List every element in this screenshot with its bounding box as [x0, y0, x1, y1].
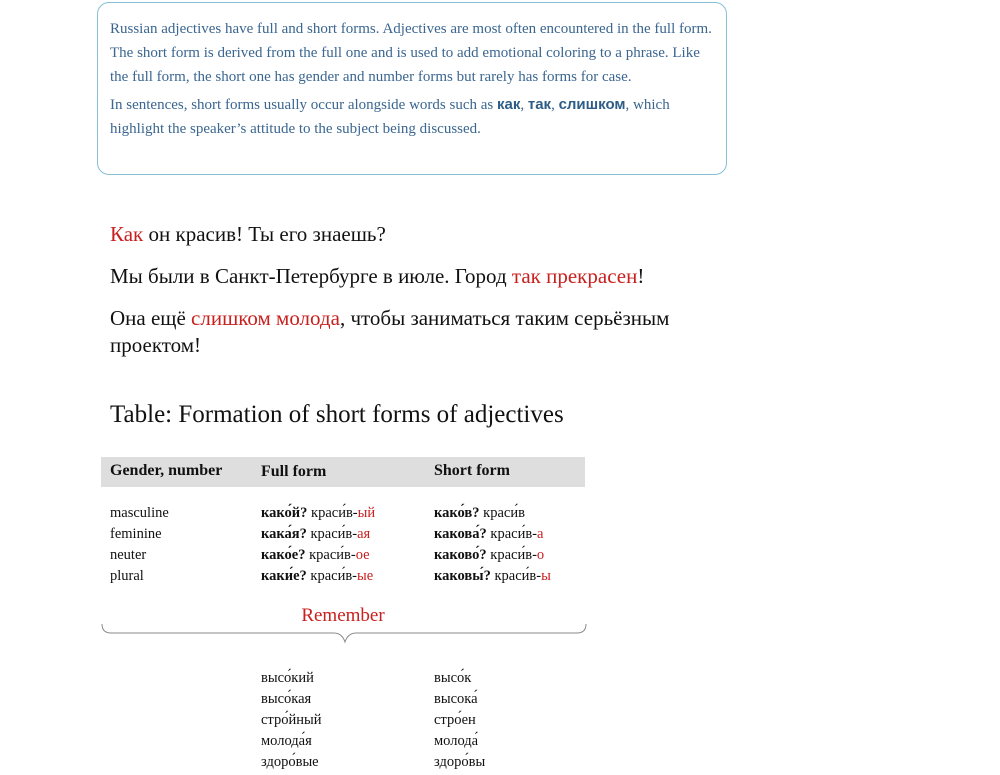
- cell-short-form: [434, 503, 525, 524]
- cell-full-form: [261, 566, 373, 587]
- example-sentence-3: [110, 305, 730, 359]
- cell-full-form: [261, 524, 370, 545]
- cell-gender: feminine: [110, 526, 162, 542]
- bold-text: каки́е?: [261, 568, 307, 584]
- table-title: Table: Formation of short forms of adjectives: [110, 401, 564, 428]
- text-segment: краси́в-: [486, 526, 538, 542]
- highlighted-text: так прекрасен: [511, 264, 638, 288]
- header-gender-number: Gender, number: [110, 462, 223, 479]
- keyword-separator: ,: [551, 97, 559, 113]
- header-short-form: Short form: [434, 462, 510, 479]
- remember-full-form: высо́кая: [261, 691, 312, 707]
- bold-text: кака́я?: [261, 526, 307, 542]
- example-sentence-2: [110, 263, 730, 290]
- keyword-tak: так: [527, 96, 552, 113]
- text-segment: Она ещё: [110, 306, 192, 330]
- highlighted-text: слишком молода: [191, 306, 340, 330]
- table-header: [101, 457, 585, 487]
- intro-paragraph-2-after: , which highlight the speaker’s attitude to the subject being discussed.: [110, 97, 670, 137]
- intro-paragraph-2-before: In sentences, short forms usually occur alongside words such as: [110, 97, 497, 113]
- text-segment: краси́в-: [306, 526, 358, 542]
- text-segment: краси́в-: [305, 547, 356, 563]
- info-box: [97, 2, 727, 175]
- remember-short-form: здоро́вы: [434, 754, 486, 770]
- remember-short-form: высока́: [434, 691, 478, 707]
- cell-gender: plural: [110, 568, 144, 584]
- remember-full-form: высо́кий: [261, 670, 314, 686]
- cell-short-form: [434, 566, 551, 587]
- highlighted-text: ое: [355, 547, 370, 563]
- highlighted-text: Как: [110, 222, 144, 246]
- remember-full-form: молода́я: [261, 733, 312, 749]
- highlighted-text: а: [537, 526, 544, 542]
- remember-full-form: здоро́вые: [261, 754, 319, 770]
- bold-text: каковы́?: [434, 568, 491, 584]
- keyword-kak: как: [497, 96, 521, 113]
- text-segment: , чтобы заниматься таким серьёзным проектом!: [110, 306, 670, 357]
- bold-text: какова́?: [434, 526, 487, 542]
- intro-paragraph-2: [110, 93, 714, 141]
- bold-text: како́е?: [261, 547, 306, 563]
- highlighted-text: о: [536, 547, 545, 563]
- text-segment: краси́в-: [490, 568, 542, 584]
- text-segment: он красив! Ты его знаешь?: [143, 222, 386, 246]
- example-sentences: [110, 221, 730, 374]
- curly-brace-icon: [101, 622, 587, 646]
- remember-short-form: высо́к: [434, 670, 472, 686]
- text-segment: !: [637, 264, 645, 288]
- text-segment: краси́в-: [486, 547, 537, 563]
- cell-gender: neuter: [110, 547, 147, 563]
- example-sentence-1: [110, 221, 730, 248]
- bold-text: како́в?: [434, 505, 480, 521]
- intro-paragraph-1: Russian adjectives have full and short forms. Adjectives are most often encountered in the full form. The short form is derived from the full one and is used to add emotional coloring to a phrase. Like the full form, the short one has gender and number forms but rarely has forms for case.: [110, 21, 712, 85]
- highlighted-text: ая: [357, 526, 371, 542]
- remember-full-form: стро́йный: [261, 712, 322, 728]
- cell-short-form: [434, 545, 544, 566]
- keyword-separator: ,: [520, 97, 528, 113]
- cell-full-form: [261, 503, 375, 524]
- bold-text: каково́?: [434, 547, 487, 563]
- remember-label: Remember: [301, 605, 385, 626]
- bold-text: како́й?: [261, 505, 308, 521]
- highlighted-text: ы: [541, 568, 551, 584]
- remember-short-form: стро́ен: [434, 712, 476, 728]
- text-segment: краси́в-: [306, 568, 358, 584]
- remember-short-form: молода́: [434, 733, 479, 749]
- highlighted-text: ые: [357, 568, 374, 584]
- text-segment: Мы были в Санкт-Петербурге в июле. Город: [110, 264, 512, 288]
- text-segment: краси́в: [479, 505, 525, 521]
- cell-gender: masculine: [110, 505, 169, 521]
- cell-full-form: [261, 545, 370, 566]
- highlighted-text: ый: [357, 505, 376, 521]
- cell-short-form: [434, 524, 543, 545]
- text-segment: краси́в-: [307, 505, 358, 521]
- keyword-slishkom: слишком: [558, 96, 626, 113]
- header-full-form: Full form: [261, 463, 327, 480]
